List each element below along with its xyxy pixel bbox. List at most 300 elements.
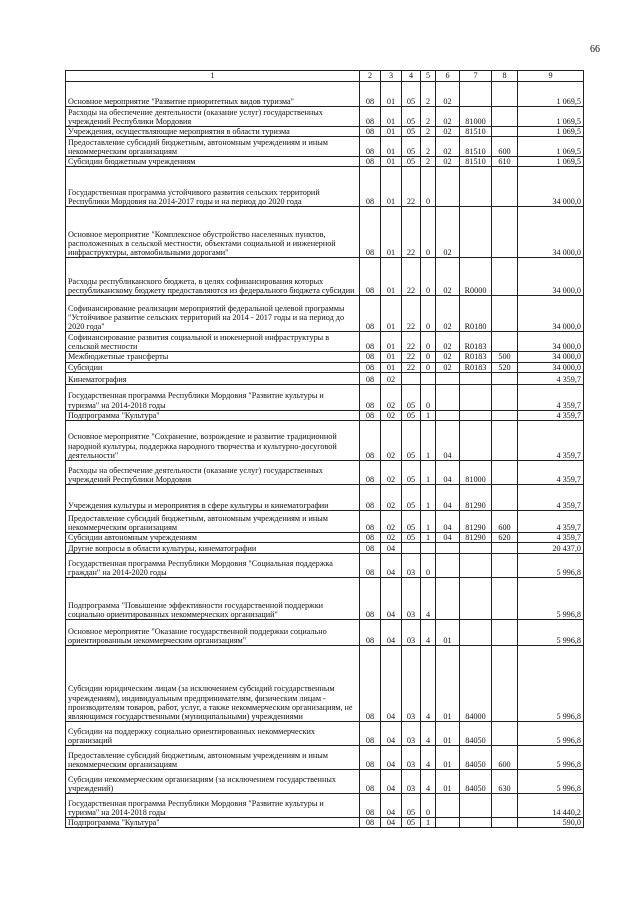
code-program-part: 4 — [421, 646, 436, 722]
code-subsection: 05 — [402, 485, 421, 511]
code-section: 01 — [381, 332, 402, 352]
row-description: Подпрограмма "Культура" — [66, 410, 360, 420]
table-row — [66, 554, 584, 578]
code-ministry: 08 — [360, 207, 381, 258]
table-row — [66, 818, 584, 828]
code-subsection: 05 — [402, 461, 421, 485]
table-row — [66, 82, 584, 107]
row-amount: 4 359,7 — [518, 410, 584, 420]
code-subsection: 22 — [402, 207, 421, 258]
row-amount: 5 996,8 — [518, 722, 584, 746]
row-amount: 1 069,5 — [518, 127, 584, 137]
code-section: 02 — [381, 410, 402, 420]
code-expense-type — [492, 332, 518, 352]
code-subsection: 22 — [402, 362, 421, 372]
code-event — [436, 794, 460, 818]
code-direction — [460, 543, 492, 554]
row-description: Субсидии бюджетным учреждениям — [66, 157, 360, 167]
code-expense-type: 600 — [492, 746, 518, 770]
row-description: Государственная программа устойчивого развития сельских территорий Республики Мордовия на 2014-2017 годы и на период до 2020 года — [66, 167, 360, 207]
code-direction — [460, 818, 492, 828]
code-direction: 81510 — [460, 127, 492, 137]
table-row — [66, 410, 584, 420]
column-header-2: 2 — [360, 71, 381, 82]
code-direction — [460, 554, 492, 578]
column-header-4: 4 — [402, 71, 421, 82]
code-ministry: 08 — [360, 722, 381, 746]
code-ministry: 08 — [360, 372, 381, 384]
code-ministry: 08 — [360, 167, 381, 207]
code-expense-type — [492, 372, 518, 384]
code-ministry: 08 — [360, 818, 381, 828]
row-amount: 4 359,7 — [518, 372, 584, 384]
code-ministry: 08 — [360, 746, 381, 770]
code-ministry: 08 — [360, 362, 381, 372]
row-description: Государственная программа Республики Мордовия "Развитие культуры и туризма" на 2014-2018 годы — [66, 384, 360, 410]
code-section: 02 — [381, 384, 402, 410]
table-row — [66, 533, 584, 543]
code-event — [436, 818, 460, 828]
code-event — [436, 167, 460, 207]
code-event: 04 — [436, 461, 460, 485]
table-row — [66, 543, 584, 554]
code-program-part: 2 — [421, 137, 436, 157]
row-amount: 4 359,7 — [518, 511, 584, 533]
row-description: Подпрограмма "Культура" — [66, 818, 360, 828]
row-amount: 1 069,5 — [518, 82, 584, 107]
code-subsection: 22 — [402, 258, 421, 296]
row-description: Государственная программа Республики Мордовия "Социальная поддержка граждан" на 2014-2020 годы — [66, 554, 360, 578]
row-amount: 20 437,0 — [518, 543, 584, 554]
row-amount: 4 359,7 — [518, 421, 584, 461]
code-event: 02 — [436, 107, 460, 127]
table-row — [66, 372, 584, 384]
code-program-part: 4 — [421, 620, 436, 646]
code-section: 01 — [381, 362, 402, 372]
table-row — [66, 384, 584, 410]
code-expense-type: 610 — [492, 157, 518, 167]
code-ministry: 08 — [360, 770, 381, 794]
code-event: 02 — [436, 258, 460, 296]
code-event: 01 — [436, 646, 460, 722]
code-event — [436, 410, 460, 420]
code-section: 02 — [381, 372, 402, 384]
code-expense-type: 620 — [492, 533, 518, 543]
table-row — [66, 746, 584, 770]
code-subsection: 03 — [402, 578, 421, 620]
row-amount: 5 996,8 — [518, 578, 584, 620]
code-expense-type — [492, 646, 518, 722]
code-subsection: 05 — [402, 137, 421, 157]
code-expense-type — [492, 461, 518, 485]
code-event: 01 — [436, 770, 460, 794]
code-section: 01 — [381, 258, 402, 296]
code-program-part: 0 — [421, 167, 436, 207]
code-expense-type — [492, 794, 518, 818]
code-subsection: 05 — [402, 410, 421, 420]
code-ministry: 08 — [360, 107, 381, 127]
code-event — [436, 372, 460, 384]
code-expense-type: 630 — [492, 770, 518, 794]
code-section: 01 — [381, 157, 402, 167]
code-expense-type — [492, 127, 518, 137]
code-subsection: 03 — [402, 554, 421, 578]
code-program-part — [421, 372, 436, 384]
table-row — [66, 107, 584, 127]
code-direction: 81290 — [460, 485, 492, 511]
code-program-part: 4 — [421, 578, 436, 620]
code-program-part: 1 — [421, 410, 436, 420]
code-subsection: 22 — [402, 167, 421, 207]
row-description: Субсидии юридическим лицам (за исключением субсидий государственным учреждениям), индивидуальным предпринимателям, физическим лицам - производителям товаров, работ, услуг, а также некоммерческим организациям, не являющимся государственными (муниципальными) учреждениями — [66, 646, 360, 722]
code-subsection: 05 — [402, 157, 421, 167]
code-program-part: 1 — [421, 485, 436, 511]
code-direction: 81290 — [460, 533, 492, 543]
code-section: 01 — [381, 137, 402, 157]
code-expense-type — [492, 410, 518, 420]
code-subsection: 05 — [402, 533, 421, 543]
code-section: 01 — [381, 107, 402, 127]
table-row — [66, 167, 584, 207]
row-description: Предоставление субсидий бюджетным, автономным учреждениям и иным некоммерческим организациям — [66, 746, 360, 770]
table-row — [66, 332, 584, 352]
row-amount: 4 359,7 — [518, 485, 584, 511]
table-row — [66, 421, 584, 461]
code-expense-type — [492, 485, 518, 511]
code-section: 01 — [381, 127, 402, 137]
code-ministry: 08 — [360, 384, 381, 410]
code-ministry: 08 — [360, 533, 381, 543]
code-event — [436, 554, 460, 578]
code-section: 01 — [381, 352, 402, 362]
row-amount: 34 000,0 — [518, 332, 584, 352]
code-direction: 81290 — [460, 511, 492, 533]
code-section: 02 — [381, 485, 402, 511]
code-ministry: 08 — [360, 794, 381, 818]
code-expense-type — [492, 258, 518, 296]
code-section: 01 — [381, 167, 402, 207]
row-amount: 4 359,7 — [518, 384, 584, 410]
code-program-part: 0 — [421, 207, 436, 258]
code-event — [436, 543, 460, 554]
table-row — [66, 770, 584, 794]
table-row — [66, 137, 584, 157]
code-subsection: 03 — [402, 646, 421, 722]
code-expense-type — [492, 207, 518, 258]
code-event: 02 — [436, 207, 460, 258]
code-subsection: 03 — [402, 770, 421, 794]
row-description: Учреждения, осуществляющие мероприятия в области туризма — [66, 127, 360, 137]
code-direction: 84050 — [460, 770, 492, 794]
code-ministry: 08 — [360, 157, 381, 167]
code-section: 02 — [381, 461, 402, 485]
row-description: Учреждения культуры и мероприятия в сфере культуры и кинематографии — [66, 485, 360, 511]
code-subsection: 05 — [402, 82, 421, 107]
code-program-part: 1 — [421, 421, 436, 461]
code-subsection: 22 — [402, 352, 421, 362]
row-amount: 1 069,5 — [518, 107, 584, 127]
column-header-7: 7 — [460, 71, 492, 82]
row-amount: 34 000,0 — [518, 167, 584, 207]
row-amount: 1 069,5 — [518, 157, 584, 167]
code-subsection — [402, 543, 421, 554]
code-program-part: 0 — [421, 352, 436, 362]
row-description: Основное мероприятие "Оказание государственной поддержки социально ориентированным некоммерческим организациям" — [66, 620, 360, 646]
page-number: 66 — [590, 44, 600, 55]
code-section: 04 — [381, 620, 402, 646]
code-direction — [460, 421, 492, 461]
code-program-part — [421, 543, 436, 554]
column-header-1: 1 — [66, 71, 360, 82]
code-subsection: 05 — [402, 127, 421, 137]
code-ministry: 08 — [360, 258, 381, 296]
column-header-6: 6 — [436, 71, 460, 82]
code-event: 04 — [436, 485, 460, 511]
code-direction — [460, 384, 492, 410]
table-row — [66, 722, 584, 746]
code-event: 04 — [436, 533, 460, 543]
code-direction — [460, 82, 492, 107]
row-description: Межбюджетные трансферты — [66, 352, 360, 362]
code-ministry: 08 — [360, 461, 381, 485]
code-expense-type — [492, 818, 518, 828]
column-header-3: 3 — [381, 71, 402, 82]
row-amount: 34 000,0 — [518, 258, 584, 296]
code-direction: 81000 — [460, 107, 492, 127]
code-ministry: 08 — [360, 511, 381, 533]
code-program-part: 1 — [421, 461, 436, 485]
code-expense-type — [492, 107, 518, 127]
code-event: 02 — [436, 352, 460, 362]
code-event: 02 — [436, 127, 460, 137]
code-event: 02 — [436, 332, 460, 352]
column-header-5: 5 — [421, 71, 436, 82]
table-row — [66, 511, 584, 533]
code-ministry: 08 — [360, 543, 381, 554]
code-program-part: 0 — [421, 332, 436, 352]
code-direction — [460, 167, 492, 207]
code-direction — [460, 207, 492, 258]
code-program-part: 0 — [421, 296, 436, 332]
table-row — [66, 157, 584, 167]
code-direction — [460, 372, 492, 384]
row-amount: 5 996,8 — [518, 554, 584, 578]
row-description: Предоставление субсидий бюджетным, автономным учреждениям и иным некоммерческим организациям — [66, 137, 360, 157]
code-subsection: 05 — [402, 818, 421, 828]
code-section: 04 — [381, 794, 402, 818]
row-description: Предоставление субсидий бюджетным, автономным учреждениям и иным некоммерческим организациям — [66, 511, 360, 533]
code-subsection: 05 — [402, 384, 421, 410]
code-section: 04 — [381, 554, 402, 578]
row-amount: 590,0 — [518, 818, 584, 828]
code-direction: 84000 — [460, 646, 492, 722]
column-header-8: 8 — [492, 71, 518, 82]
code-event: 02 — [436, 157, 460, 167]
code-event: 02 — [436, 82, 460, 107]
row-amount: 1 069,5 — [518, 137, 584, 157]
code-ministry: 08 — [360, 578, 381, 620]
code-expense-type — [492, 421, 518, 461]
row-description: Основное мероприятие "Сохранение, возрождение и развитие традиционной народной культуры, поддержка народного творчества и культурно-досуговой деятельности" — [66, 421, 360, 461]
code-direction — [460, 578, 492, 620]
code-program-part: 0 — [421, 794, 436, 818]
table-row — [66, 485, 584, 511]
table-row — [66, 296, 584, 332]
code-direction: 81510 — [460, 157, 492, 167]
code-subsection: 05 — [402, 794, 421, 818]
code-program-part: 1 — [421, 818, 436, 828]
code-direction: R0000 — [460, 258, 492, 296]
row-amount: 5 996,8 — [518, 620, 584, 646]
code-expense-type — [492, 296, 518, 332]
row-description: Подпрограмма "Повышение эффективности государственной поддержки социально ориентированных некоммерческих организаций" — [66, 578, 360, 620]
code-event: 01 — [436, 722, 460, 746]
code-subsection: 22 — [402, 296, 421, 332]
code-direction: 84050 — [460, 722, 492, 746]
code-direction — [460, 410, 492, 420]
code-section: 01 — [381, 296, 402, 332]
code-event: 02 — [436, 137, 460, 157]
code-direction: 81510 — [460, 137, 492, 157]
code-expense-type: 520 — [492, 362, 518, 372]
code-ministry: 08 — [360, 137, 381, 157]
code-direction: 81000 — [460, 461, 492, 485]
code-expense-type — [492, 82, 518, 107]
code-expense-type: 600 — [492, 137, 518, 157]
code-subsection: 22 — [402, 332, 421, 352]
code-ministry: 08 — [360, 127, 381, 137]
code-direction: R0183 — [460, 332, 492, 352]
code-section: 04 — [381, 543, 402, 554]
row-description: Кинематография — [66, 372, 360, 384]
code-ministry: 08 — [360, 410, 381, 420]
row-description: Расходы республиканского бюджета, в целях софинансирования которых республиканскому бюджету предоставляются из федерального бюджета субсидии — [66, 258, 360, 296]
row-amount: 34 000,0 — [518, 207, 584, 258]
code-section: 04 — [381, 578, 402, 620]
row-description: Расходы на обеспечение деятельности (оказание услуг) государственных учреждений Республики Мордовия — [66, 461, 360, 485]
code-event — [436, 578, 460, 620]
code-section: 02 — [381, 511, 402, 533]
code-event: 01 — [436, 620, 460, 646]
code-ministry: 08 — [360, 421, 381, 461]
code-expense-type — [492, 620, 518, 646]
code-event — [436, 384, 460, 410]
code-direction: 84050 — [460, 746, 492, 770]
column-header-9: 9 — [518, 71, 584, 82]
code-event: 04 — [436, 511, 460, 533]
table-row — [66, 362, 584, 372]
code-direction: R0183 — [460, 352, 492, 362]
code-subsection: 03 — [402, 722, 421, 746]
code-direction: R0180 — [460, 296, 492, 332]
table-row — [66, 127, 584, 137]
code-section: 02 — [381, 533, 402, 543]
code-subsection: 05 — [402, 107, 421, 127]
code-ministry: 08 — [360, 554, 381, 578]
code-ministry: 08 — [360, 352, 381, 362]
row-description: Софинансирование развития социальной и инженерной инфраструктуры в сельской местности — [66, 332, 360, 352]
code-program-part: 0 — [421, 554, 436, 578]
table-row — [66, 207, 584, 258]
code-event: 04 — [436, 421, 460, 461]
code-ministry: 08 — [360, 332, 381, 352]
code-section: 04 — [381, 770, 402, 794]
code-program-part: 4 — [421, 722, 436, 746]
row-description: Другие вопросы в области культуры, кинематографии — [66, 543, 360, 554]
code-program-part: 2 — [421, 157, 436, 167]
row-description: Субсидии — [66, 362, 360, 372]
code-ministry: 08 — [360, 485, 381, 511]
code-section: 01 — [381, 207, 402, 258]
code-program-part: 0 — [421, 384, 436, 410]
code-subsection: 03 — [402, 746, 421, 770]
code-ministry: 08 — [360, 82, 381, 107]
code-direction — [460, 620, 492, 646]
row-description: Субсидии автономным учреждениям — [66, 533, 360, 543]
code-expense-type: 500 — [492, 352, 518, 362]
code-ministry: 08 — [360, 620, 381, 646]
code-expense-type — [492, 578, 518, 620]
code-program-part: 4 — [421, 770, 436, 794]
code-program-part: 0 — [421, 362, 436, 372]
table-row — [66, 258, 584, 296]
table-row — [66, 352, 584, 362]
code-section: 04 — [381, 722, 402, 746]
code-expense-type — [492, 384, 518, 410]
code-subsection: 05 — [402, 421, 421, 461]
code-event: 02 — [436, 362, 460, 372]
code-section: 02 — [381, 421, 402, 461]
row-amount: 4 359,7 — [518, 533, 584, 543]
code-direction — [460, 794, 492, 818]
code-event: 02 — [436, 296, 460, 332]
row-description: Субсидии на поддержку социально ориентированных некоммерческих организаций — [66, 722, 360, 746]
row-amount: 4 359,7 — [518, 461, 584, 485]
row-description: Расходы на обеспечение деятельности (оказание услуг) государственных учреждений Республики Мордовия — [66, 107, 360, 127]
budget-table — [65, 70, 584, 828]
table-row — [66, 461, 584, 485]
code-section: 04 — [381, 818, 402, 828]
table-row — [66, 794, 584, 818]
row-amount: 34 000,0 — [518, 296, 584, 332]
table-header — [66, 71, 584, 82]
code-program-part: 2 — [421, 82, 436, 107]
code-expense-type — [492, 722, 518, 746]
code-program-part: 2 — [421, 127, 436, 137]
row-amount: 5 996,8 — [518, 646, 584, 722]
table-row — [66, 646, 584, 722]
row-description: Основное мероприятие "Комплексное обустройство населенных пунктов, расположенных в сельской местности, объектами социальной и инженерной инфраструктуры, автомобильными дорогами" — [66, 207, 360, 258]
code-program-part: 1 — [421, 533, 436, 543]
table-body — [66, 82, 584, 828]
code-program-part: 2 — [421, 107, 436, 127]
row-amount: 34 000,0 — [518, 362, 584, 372]
code-expense-type — [492, 543, 518, 554]
row-amount: 5 996,8 — [518, 746, 584, 770]
row-description: Государственная программа Республики Мордовия "Развитие культуры и туризма" на 2014-2018 годы — [66, 794, 360, 818]
code-ministry: 08 — [360, 646, 381, 722]
code-direction: R0183 — [460, 362, 492, 372]
row-description: Основное мероприятие "Развитие приоритетных видов туризма" — [66, 82, 360, 107]
code-program-part: 0 — [421, 258, 436, 296]
code-program-part: 1 — [421, 511, 436, 533]
row-amount: 5 996,8 — [518, 770, 584, 794]
code-expense-type: 600 — [492, 511, 518, 533]
header-row — [66, 71, 584, 82]
code-section: 01 — [381, 82, 402, 107]
code-subsection: 03 — [402, 620, 421, 646]
code-ministry: 08 — [360, 296, 381, 332]
